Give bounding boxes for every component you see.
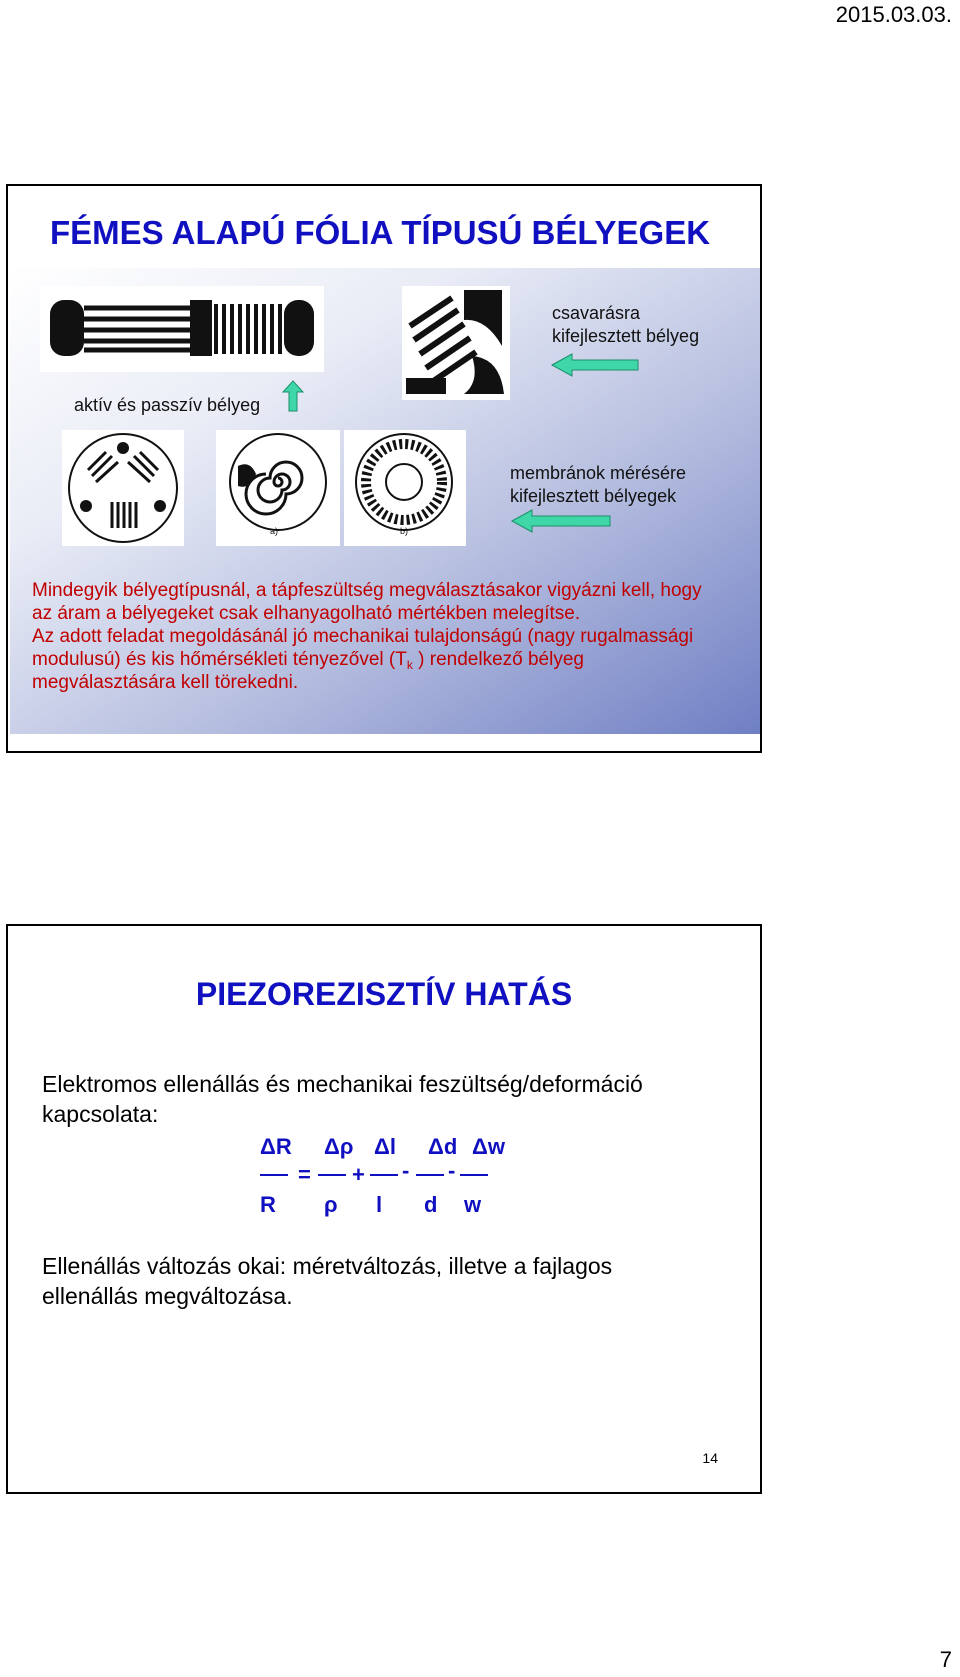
formula-den-r: R [260, 1192, 276, 1217]
slide2-title: PIEZOREZISZTÍV HATÁS [195, 976, 573, 1012]
gauge-panel [10, 268, 760, 734]
page-number: 7 [939, 1647, 952, 1672]
note-material-selection [32, 626, 693, 695]
membrane-gauge-image-b [344, 430, 466, 546]
note2-line2-sub: k [406, 657, 413, 672]
outro-text [42, 1252, 612, 1312]
torsion-gauge-image [402, 286, 510, 400]
label-torsion-line1: csavarásra [552, 303, 641, 323]
formula-bar-l [370, 1174, 398, 1176]
membrane-gauge-image-a [216, 430, 340, 546]
figure-label-a: a) [270, 526, 279, 536]
slide-number: 14 [702, 1450, 718, 1466]
formula-den-rho: ρ [324, 1192, 338, 1217]
header-date: 2015.03.03. [835, 2, 952, 27]
formula-num-l: Δl [374, 1134, 396, 1159]
outro-line1: Ellenállás változás okai: méretváltozás, illetve a fajlagos [42, 1253, 613, 1279]
intro-line2: kapcsolata: [42, 1100, 159, 1127]
formula-op-minus1: - [402, 1158, 410, 1183]
intro-line1: Elektromos ellenállás és mechanikai feszültség/deformáció [42, 1071, 643, 1097]
formula-op-eq: = [298, 1162, 311, 1187]
outro-line2: ellenállás megváltozása. [42, 1282, 293, 1309]
arrow-left-icon [510, 508, 612, 534]
formula-num-rho: Δρ [324, 1134, 354, 1159]
label-membrane-line1: membránok mérésére [510, 463, 687, 483]
slide-piezoresistive [6, 924, 762, 1494]
formula-num-r: ΔR [260, 1134, 292, 1159]
formula-num-d: Δd [428, 1134, 458, 1159]
note2-line2-post: ) rendelkező bélyeg [412, 648, 584, 670]
resistance-formula [238, 1134, 518, 1234]
slide-foil-gauges [6, 184, 762, 753]
membrane-gauge-image-1 [62, 430, 184, 546]
formula-op-minus2: - [448, 1158, 456, 1183]
note2-line3: megválasztására kell törekedni. [32, 672, 299, 694]
arrow-left-icon [550, 352, 640, 378]
label-active-passive: aktív és passzív bélyeg [74, 395, 261, 415]
note2-line2 [32, 649, 693, 672]
intro-text [42, 1070, 643, 1130]
figure-label-b: b) [400, 526, 409, 536]
arrow-up-icon [282, 380, 304, 412]
note1-line1: Mindegyik bélyegtípusnál, a tápfeszültség megválasztásakor vigyázni kell, hogy [32, 580, 702, 601]
note2-line1: Az adott feladat megoldásánál jó mechanikai tulajdonságú (nagy rugalmassági [32, 626, 694, 647]
formula-op-plus: + [352, 1162, 365, 1187]
label-membrane-line2: kifejlesztett bélyegek [510, 485, 677, 506]
formula-bar-r [260, 1174, 288, 1176]
formula-bar-d [416, 1174, 444, 1176]
linear-gauges-image [40, 286, 324, 372]
formula-num-w: Δw [472, 1134, 505, 1159]
label-torsion-gauge [552, 302, 699, 347]
slide1-title: FÉMES ALAPÚ FÓLIA TÍPUSÚ BÉLYEGEK [50, 214, 711, 251]
formula-den-w: w [464, 1192, 482, 1217]
formula-bar-rho [318, 1174, 346, 1176]
formula-bar-w [460, 1174, 488, 1176]
label-torsion-line2: kifejlesztett bélyeg [552, 325, 700, 346]
note1-line2: az áram a bélyegeket csak elhanyagolható mértékben melegítse. [32, 602, 581, 624]
note2-line2-pre: modulusú) és kis hőmérsékleti tényezővel (T [32, 648, 407, 670]
label-membrane-gauges [510, 462, 686, 507]
formula-den-d: d [424, 1192, 438, 1217]
note-power-supply [32, 580, 702, 626]
formula-den-l: l [376, 1192, 383, 1217]
